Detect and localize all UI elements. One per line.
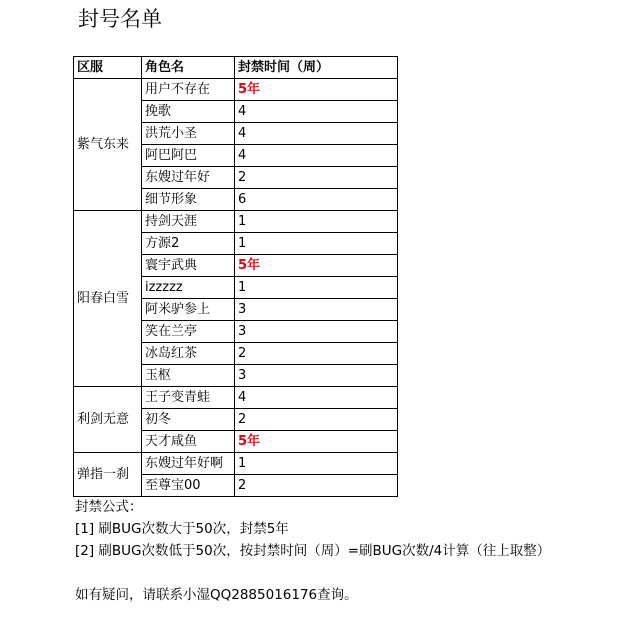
role-name-cell: 王子变青蛙 [142,387,235,409]
ban-duration-cell: 5年 [235,79,398,101]
ban-duration-cell: 2 [235,409,398,431]
ban-duration-cell: 2 [235,167,398,189]
ban-duration-cell: 4 [235,101,398,123]
region-cell: 利剑无意 [74,387,142,453]
ban-duration-cell: 3 [235,299,398,321]
header-ban-duration: 封禁时间（周） [235,57,398,79]
table-row [74,453,398,475]
table-row [74,387,398,409]
table-body [74,79,398,497]
ban-duration-cell: 4 [235,145,398,167]
region-cell: 阳春白雪 [74,211,142,387]
role-name-cell: 持剑天涯 [142,211,235,233]
role-name-cell: 阿米驴参上 [142,299,235,321]
role-name-cell: 挽歌 [142,101,235,123]
formula-heading: 封禁公式： [75,499,143,515]
table-header-row [74,57,398,79]
role-name-cell: 细节形象 [142,189,235,211]
header-region: 区服 [74,57,142,79]
ban-duration-cell: 2 [235,343,398,365]
header-role-name: 角色名 [142,57,235,79]
role-name-cell: 玉枢 [142,365,235,387]
role-name-cell: 东嫂过年好啊 [142,453,235,475]
formula-rule-1: [1] 刷BUG次数大于50次，封禁5年 [75,521,289,537]
role-name-cell: 天才咸鱼 [142,431,235,453]
ban-duration-cell: 6 [235,189,398,211]
ban-duration-cell: 3 [235,321,398,343]
ban-duration-cell: 1 [235,453,398,475]
role-name-cell: izzzzz [142,277,235,299]
table-row [74,79,398,101]
role-name-cell: 初冬 [142,409,235,431]
table-row [74,211,398,233]
ban-duration-cell: 4 [235,123,398,145]
role-name-cell: 方源2 [142,233,235,255]
role-name-cell: 寰宇武典 [142,255,235,277]
role-name-cell: 笑在兰亭 [142,321,235,343]
role-name-cell: 阿巴阿巴 [142,145,235,167]
region-cell: 紫气东来 [74,79,142,211]
contact-note: 如有疑问，请联系小湿QQ2885016176查询。 [75,587,358,603]
ban-duration-cell: 5年 [235,255,398,277]
ban-duration-cell: 1 [235,211,398,233]
ban-duration-cell: 3 [235,365,398,387]
ban-duration-cell: 5年 [235,431,398,453]
role-name-cell: 用户不存在 [142,79,235,101]
formula-rule-2: [2] 刷BUG次数低于50次，按封禁时间（周）=刷BUG次数/4计算（往上取整） [75,543,551,559]
role-name-cell: 冰岛红茶 [142,343,235,365]
ban-list-table [73,56,398,497]
ban-duration-cell: 2 [235,475,398,497]
role-name-cell: 洪荒小圣 [142,123,235,145]
ban-duration-cell: 1 [235,233,398,255]
ban-duration-cell: 1 [235,277,398,299]
page-title: 封号名单 [78,7,162,31]
ban-duration-cell: 4 [235,387,398,409]
role-name-cell: 东嫂过年好 [142,167,235,189]
role-name-cell: 至尊宝00 [142,475,235,497]
region-cell: 弹指一刹 [74,453,142,497]
